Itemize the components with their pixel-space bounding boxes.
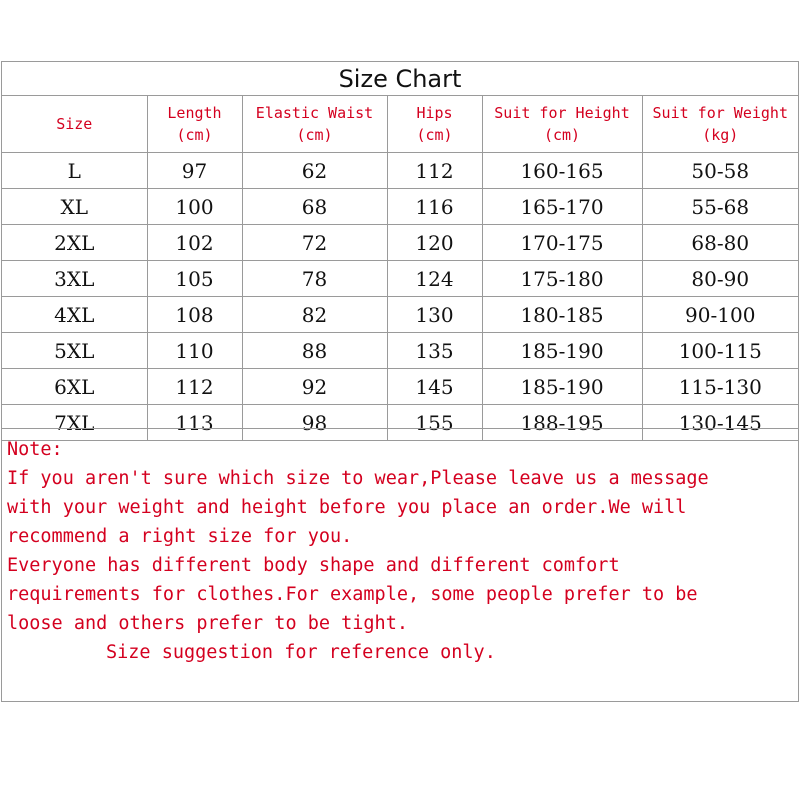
value-cell: 116 — [387, 189, 482, 225]
column-header-label: Elastic Waist — [255, 104, 374, 122]
table-body — [2, 153, 798, 441]
value-cell: 100 — [147, 189, 242, 225]
value-cell: 68 — [242, 189, 387, 225]
size-cell: XL — [2, 189, 147, 225]
value-cell: 175-180 — [482, 261, 642, 297]
size-cell: 5XL — [2, 333, 147, 369]
value-cell: 135 — [387, 333, 482, 369]
value-cell: 124 — [387, 261, 482, 297]
column-header-unit: (cm) — [296, 126, 333, 144]
table-row — [2, 333, 798, 369]
column-header — [242, 96, 387, 153]
column-header-unit: (cm) — [416, 126, 453, 144]
note-line: Everyone has different body shape and different comfort — [7, 555, 620, 576]
column-header-unit: (kg) — [702, 126, 739, 144]
size-cell: 2XL — [2, 225, 147, 261]
table-header-row — [2, 96, 798, 153]
value-cell: 100-115 — [642, 333, 798, 369]
column-header-label: Suit for Height — [494, 104, 630, 122]
column-header-label: Suit for Weight — [652, 104, 788, 122]
value-cell: 115-130 — [642, 369, 798, 405]
value-cell: 108 — [147, 297, 242, 333]
value-cell: 180-185 — [482, 297, 642, 333]
size-cell: 4XL — [2, 297, 147, 333]
value-cell: 155 — [387, 405, 482, 441]
value-cell: 160-165 — [482, 153, 642, 189]
value-cell: 102 — [147, 225, 242, 261]
table-row — [2, 261, 798, 297]
table-row — [2, 153, 798, 189]
chart-title: Size Chart — [2, 62, 798, 96]
value-cell: 185-190 — [482, 369, 642, 405]
value-cell: 97 — [147, 153, 242, 189]
column-header — [482, 96, 642, 153]
size-cell: 6XL — [2, 369, 147, 405]
value-cell: 145 — [387, 369, 482, 405]
column-header-label: Length — [167, 104, 222, 122]
value-cell: 78 — [242, 261, 387, 297]
size-cell: 3XL — [2, 261, 147, 297]
value-cell: 90-100 — [642, 297, 798, 333]
column-header-label: Size — [56, 115, 93, 133]
value-cell: 185-190 — [482, 333, 642, 369]
value-cell: 72 — [242, 225, 387, 261]
column-header — [387, 96, 482, 153]
note-line: recommend a right size for you. — [7, 526, 353, 547]
value-cell: 170-175 — [482, 225, 642, 261]
column-header — [147, 96, 242, 153]
value-cell: 50-58 — [642, 153, 798, 189]
value-cell: 112 — [387, 153, 482, 189]
note-line: loose and others prefer to be tight. — [7, 613, 408, 634]
value-cell: 130 — [387, 297, 482, 333]
value-cell: 98 — [242, 405, 387, 441]
value-cell: 165-170 — [482, 189, 642, 225]
column-header-unit: (cm) — [176, 126, 213, 144]
column-header — [642, 96, 798, 153]
size-chart-sheet — [1, 61, 799, 702]
value-cell: 113 — [147, 405, 242, 441]
value-cell: 110 — [147, 333, 242, 369]
table-row — [2, 369, 798, 405]
value-cell: 80-90 — [642, 261, 798, 297]
value-cell: 82 — [242, 297, 387, 333]
value-cell: 188-195 — [482, 405, 642, 441]
value-cell: 112 — [147, 369, 242, 405]
column-header-unit: (cm) — [543, 126, 581, 144]
column-header — [2, 96, 147, 153]
note-footer: Size suggestion for reference only. — [106, 642, 496, 663]
value-cell: 105 — [147, 261, 242, 297]
table-row — [2, 297, 798, 333]
size-cell: L — [2, 153, 147, 189]
note-line: requirements for clothes.For example, some people prefer to be — [7, 584, 698, 605]
value-cell: 62 — [242, 153, 387, 189]
value-cell: 68-80 — [642, 225, 798, 261]
note-line: with your weight and height before you place an order.We will — [7, 497, 687, 518]
table-row — [2, 189, 798, 225]
value-cell: 120 — [387, 225, 482, 261]
table-row — [2, 225, 798, 261]
note-section — [2, 428, 798, 701]
value-cell: 92 — [242, 369, 387, 405]
value-cell: 55-68 — [642, 189, 798, 225]
column-header-label: Hips — [416, 104, 453, 122]
size-cell: 7XL — [2, 405, 147, 441]
size-table — [2, 96, 798, 441]
value-cell: 130-145 — [642, 405, 798, 441]
value-cell: 88 — [242, 333, 387, 369]
note-heading: Note: — [7, 439, 63, 460]
note-line: If you aren't sure which size to wear,Please leave us a message — [7, 468, 709, 489]
